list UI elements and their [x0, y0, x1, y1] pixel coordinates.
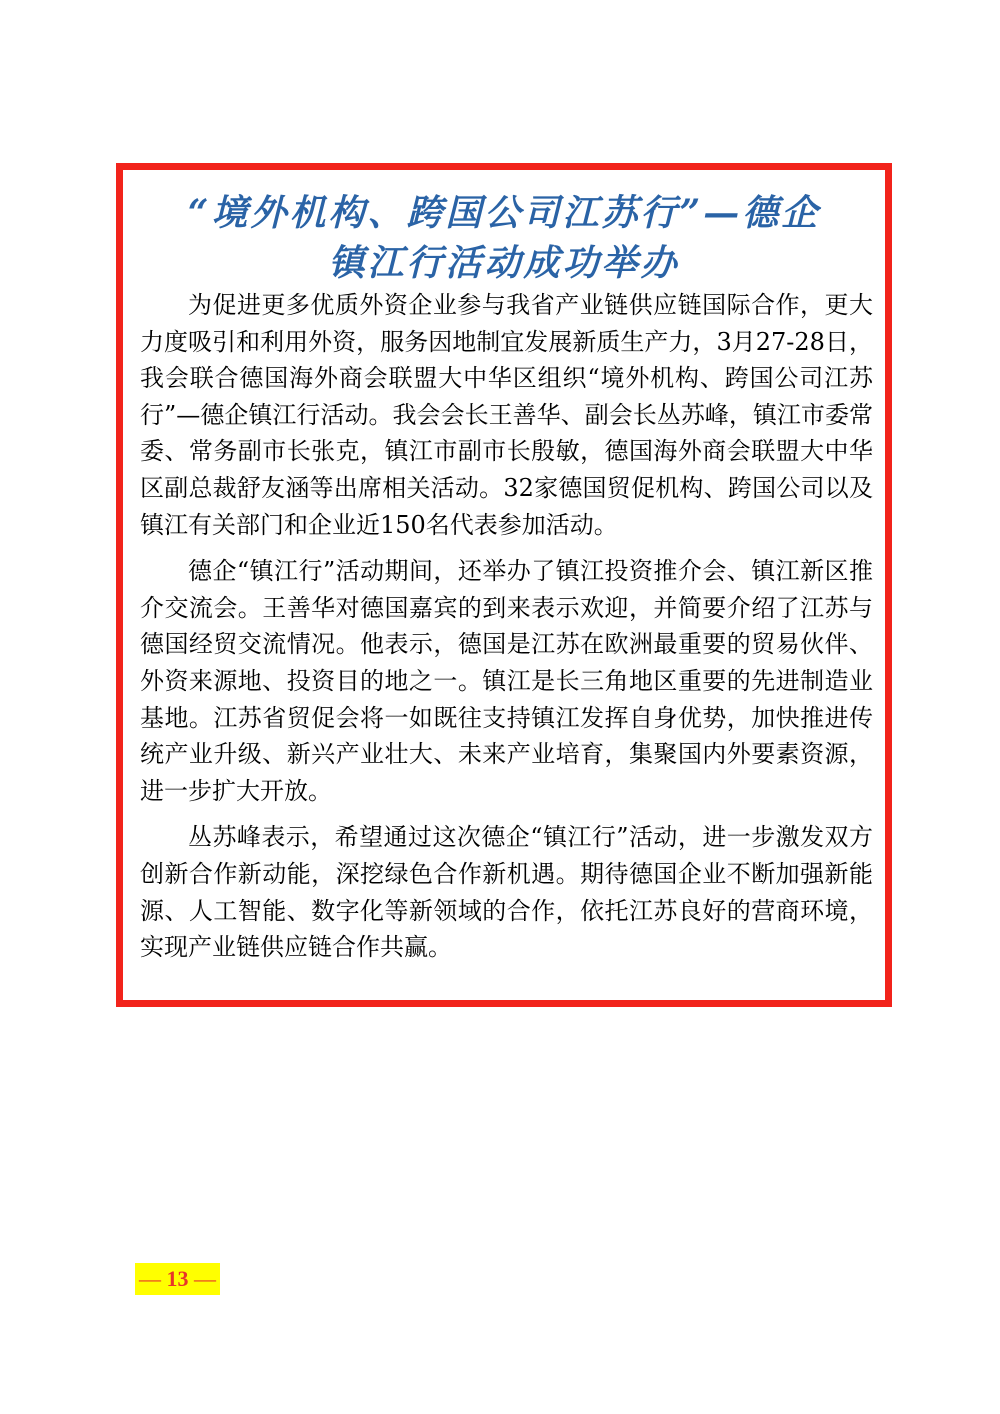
page-number — [135, 1263, 220, 1295]
title-line-1: “境外机构、跨国公司江苏行”—德企 — [187, 192, 821, 234]
article-title — [123, 188, 885, 288]
red-border-frame — [116, 163, 892, 1007]
page-number-dash-left: — — [139, 1266, 161, 1291]
paragraph-1: 为促进更多优质外资企业参与我省产业链供应链国际合作，更大力度吸引和利用外资，服务因地制宜发展新质生产力，3月27-28日，我会联合德国海外商会联盟大中华区组织“境外机构、跨国公司江苏行”—德企镇江行活动。我会会长王善华、副会长丛苏峰，镇江市委常委、常务副市长张克，镇江市副市长殷敏，德国海外商会联盟大中华区副总裁舒友涵等出席相关活动。32家德国贸促机构、跨国公司以及镇江有关部门和企业近150名代表参加活动。 — [140, 291, 873, 539]
title-line-2: 镇江行活动成功举办 — [328, 242, 680, 284]
page-number-dash-right: — — [194, 1266, 216, 1291]
paragraph-3: 丛苏峰表示，希望通过这次德企“镇江行”活动，进一步激发双方创新合作新动能，深挖绿色合作新机遇。期待德国企业不断加强新能源、人工智能、数字化等新领域的合作，依托江苏良好的营商环境，实现产业链供应链合作共赢。 — [140, 823, 873, 962]
article-body — [140, 287, 873, 976]
paragraph-2: 德企“镇江行”活动期间，还举办了镇江投资推介会、镇江新区推介交流会。王善华对德国嘉宾的到来表示欢迎，并简要介绍了江苏与德国经贸交流情况。他表示，德国是江苏在欧洲最重要的贸易伙伴、外资来源地、投资目的地之一。镇江是长三角地区重要的先进制造业基地。江苏省贸促会将一如既往支持镇江发挥自身优势，加快推进传统产业升级、新兴产业壮大、未来产业培育，集聚国内外要素资源，进一步扩大开放。 — [140, 557, 873, 805]
page-number-value: 13 — [166, 1266, 189, 1291]
